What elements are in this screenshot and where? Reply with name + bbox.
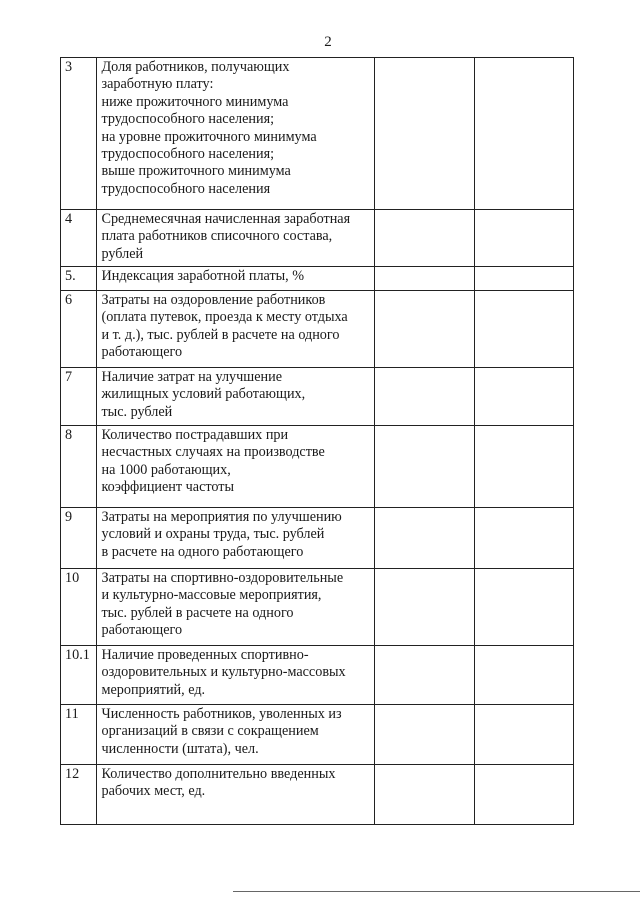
- table-row: [61, 291, 574, 368]
- value-cell: [375, 267, 474, 291]
- value-cell: [474, 210, 573, 267]
- indicator-text: Наличие затрат на улучшение жилищных условий работающих, тыс. рублей: [97, 368, 375, 426]
- value-cell: [375, 426, 474, 508]
- row-number: 11: [61, 705, 97, 765]
- value-cell: [375, 210, 474, 267]
- row-number: 12: [61, 765, 97, 825]
- value-cell: [474, 58, 573, 210]
- indicator-text: Количество пострадавших при несчастных случаях на производстве на 1000 работающих, коэффициент частоты: [97, 426, 375, 508]
- table-row: [61, 705, 574, 765]
- row-number: 8: [61, 426, 97, 508]
- table-row: [61, 58, 574, 210]
- value-cell: [474, 508, 573, 569]
- indicator-text: Индексация заработной платы, %: [97, 267, 375, 291]
- value-cell: [474, 765, 573, 825]
- indicators-table: [60, 57, 574, 825]
- indicator-text: Численность работников, уволенных из организаций в связи с сокращением численности (штата), чел.: [97, 705, 375, 765]
- value-cell: [375, 765, 474, 825]
- value-cell: [375, 705, 474, 765]
- row-number: 3: [61, 58, 97, 210]
- indicator-text: Доля работников, получающих заработную плату: ниже прожиточного минимума трудоспособного населения; на уровне прожиточного минимума трудоспособного населения; выше прожиточного минимума трудоспособного населения: [97, 58, 375, 210]
- table-row: [61, 646, 574, 705]
- table-row: [61, 765, 574, 825]
- table-row: [61, 426, 574, 508]
- indicator-text: Количество дополнительно введенных рабочих мест, ед.: [97, 765, 375, 825]
- row-number: 4: [61, 210, 97, 267]
- table-row: [61, 508, 574, 569]
- value-cell: [375, 58, 474, 210]
- value-cell: [375, 569, 474, 646]
- row-number: 10: [61, 569, 97, 646]
- indicator-text: Среднемесячная начисленная заработная плата работников списочного состава, рублей: [97, 210, 375, 267]
- value-cell: [474, 291, 573, 368]
- value-cell: [375, 368, 474, 426]
- value-cell: [474, 569, 573, 646]
- value-cell: [474, 705, 573, 765]
- table-row: [61, 210, 574, 267]
- table-row: [61, 368, 574, 426]
- table-row: [61, 569, 574, 646]
- value-cell: [375, 508, 474, 569]
- value-cell: [474, 426, 573, 508]
- row-number: 7: [61, 368, 97, 426]
- footer-divider: [233, 891, 640, 892]
- row-number: 10.1: [61, 646, 97, 705]
- row-number: 6: [61, 291, 97, 368]
- value-cell: [474, 368, 573, 426]
- value-cell: [474, 267, 573, 291]
- indicator-text: Затраты на оздоровление работников (оплата путевок, проезда к месту отдыха и т. д.), тыс. рублей в расчете на одного работающего: [97, 291, 375, 368]
- value-cell: [375, 646, 474, 705]
- page-number: 2: [324, 34, 332, 50]
- indicator-text: Наличие проведенных спортивно- оздоровительных и культурно-массовых мероприятий, ед.: [97, 646, 375, 705]
- table-row: [61, 267, 574, 291]
- indicator-text: Затраты на спортивно-оздоровительные и культурно-массовые мероприятия, тыс. рублей в расчете на одного работающего: [97, 569, 375, 646]
- row-number: 5.: [61, 267, 97, 291]
- value-cell: [474, 646, 573, 705]
- indicator-text: Затраты на мероприятия по улучшению условий и охраны труда, тыс. рублей в расчете на одного работающего: [97, 508, 375, 569]
- value-cell: [375, 291, 474, 368]
- row-number: 9: [61, 508, 97, 569]
